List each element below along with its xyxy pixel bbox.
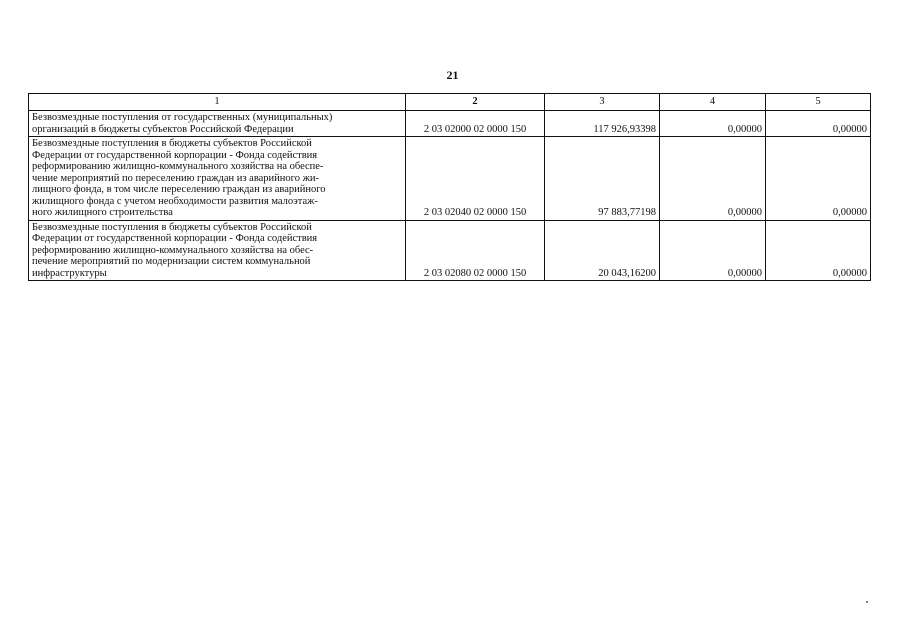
amount-col4: 0,00000 [660, 111, 766, 137]
amount-col3: 117 926,93398 [545, 111, 660, 137]
column-header-1: 1 [29, 94, 406, 111]
description-line: организаций в бюджеты субъектов Российской Федерации [32, 123, 294, 135]
description-line: Федерации от государственной корпорации - Фонда содействия [32, 233, 318, 244]
row-description [29, 137, 406, 221]
page-number: 21 [446, 68, 459, 82]
table-row [29, 220, 871, 281]
table-row [29, 111, 871, 137]
budget-revenue-table [28, 93, 871, 281]
description-line: реформированию жилищно-коммунального хозяйства на обеспе- [32, 161, 324, 172]
column-header-5: 5 [766, 94, 871, 111]
amount-col3: 97 883,77198 [545, 137, 660, 221]
budget-code: 2 03 02040 02 0000 150 [406, 137, 545, 221]
column-header-4: 4 [660, 94, 766, 111]
amount-col5: 0,00000 [766, 220, 871, 281]
table-header-row [29, 94, 871, 111]
description-line: лищного фонда, в том числе переселению граждан из аварийного [32, 184, 326, 195]
description-line: ного жилищного строительства [32, 207, 173, 218]
description-line: Безвозмездные поступления в бюджеты субъектов Российской [32, 138, 312, 149]
row-description [29, 111, 406, 137]
budget-code: 2 03 02000 02 0000 150 [406, 111, 545, 137]
description-line: печение мероприятий по модернизации систем коммунальной [32, 256, 311, 267]
description-line: реформированию жилищно-коммунального хозяйства на обес- [32, 244, 314, 256]
amount-col4: 0,00000 [660, 137, 766, 221]
amount-col5: 0,00000 [766, 137, 871, 221]
row-description [29, 220, 406, 281]
description-line: Федерации от государственной корпорации - Фонда содействия [32, 149, 318, 161]
description-line: Безвозмездные поступления в бюджеты субъектов Российской [32, 221, 312, 233]
column-header-2: 2 [406, 94, 545, 111]
description-line: Безвозмездные поступления от государственных (муниципальных) [32, 112, 333, 123]
description-line: жилищного фонда с учетом необходимости развития малоэтаж- [32, 195, 318, 207]
description-line: чение мероприятий по переселению граждан из аварийного жи- [32, 172, 319, 184]
amount-col5: 0,00000 [766, 111, 871, 137]
budget-code: 2 03 02080 02 0000 150 [406, 220, 545, 281]
amount-col3: 20 043,16200 [545, 220, 660, 281]
column-header-3: 3 [545, 94, 660, 111]
scan-speck [866, 601, 868, 603]
amount-col4: 0,00000 [660, 220, 766, 281]
description-line: инфраструктуры [32, 267, 107, 279]
table-row [29, 137, 871, 221]
